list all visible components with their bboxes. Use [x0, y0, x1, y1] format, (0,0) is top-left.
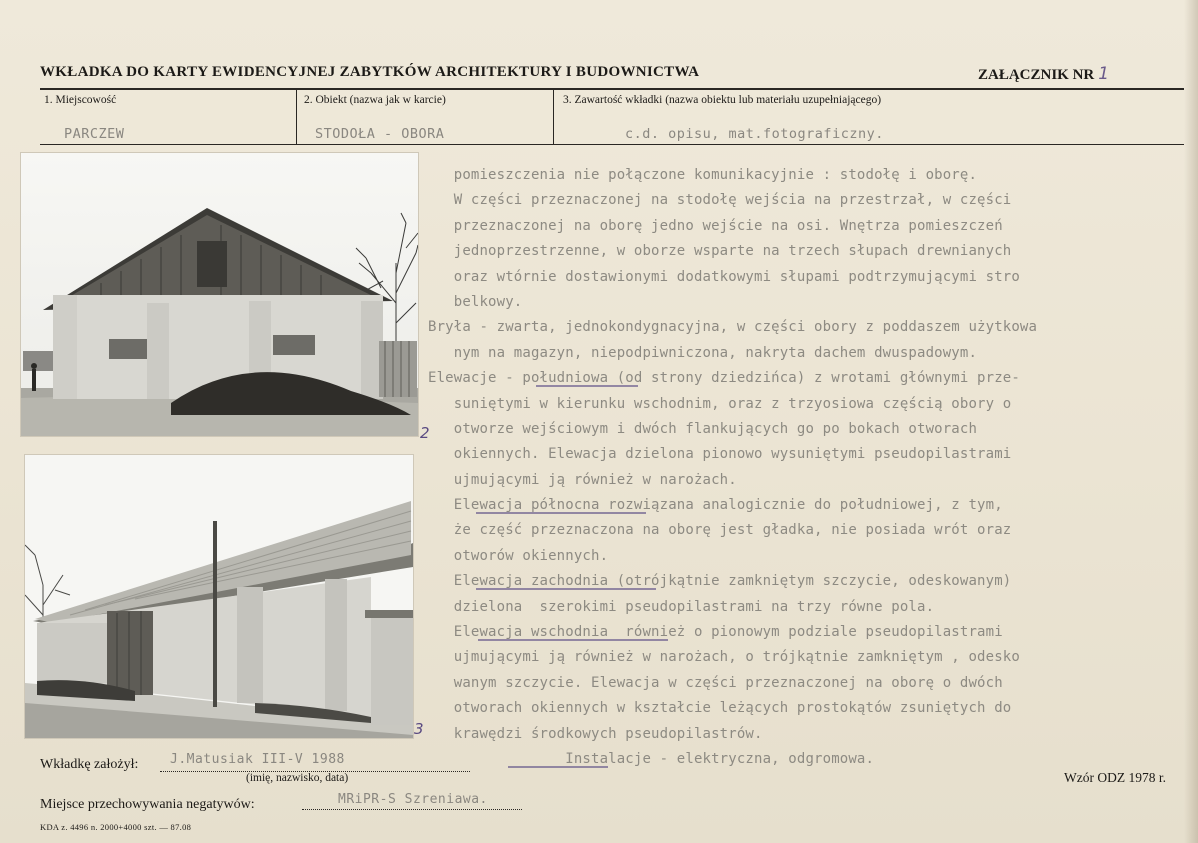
- form-note: Wzór ODZ 1978 r.: [1064, 770, 1166, 785]
- print-info: KDA z. 4496 n. 2000+4000 szt. — 87.08: [40, 822, 192, 832]
- card-title: WKŁADKA DO KARTY EWIDENCYJNEJ ZABYTKÓW ARCHITEKTURY I BUDOWNICTWA: [40, 64, 700, 80]
- founder-label: Wkładkę założył:: [40, 757, 139, 772]
- field-label-content: 3. Zawartość wkładki (nazwa obiektu lub materiału uzupełniającego): [563, 94, 882, 106]
- text-line: otworze wejściowym i dwóch flankujących go po bokach otworach: [428, 420, 978, 437]
- text-line: Bryła - zwarta, jednokondygnacyjna, w części obory z poddaszem użytkowa: [428, 319, 1038, 336]
- text-line: wanym szczycie. Elewacja w części przeznaczonej na oborę o dwóch: [428, 674, 1003, 691]
- text-line: oraz wtórnie dostawionymi dodatkowymi słupami podtrzymującymi stro: [428, 268, 1020, 285]
- text-line: przeznaczonej na oborę jedno wejście na osi. Wnętrza pomieszczeń: [428, 217, 1003, 234]
- text-line: okiennych. Elewacja dzielona pionowo wysuniętymi pseudopilastrami: [428, 446, 1012, 463]
- field-value-object: STODOŁA - OBORA: [315, 126, 445, 142]
- text-line: Elewacja północna rozwiązana analogicznie do południowej, z tym,: [428, 497, 1003, 514]
- text-line: jednoprzestrzenne, w oborze wsparte na trzech słupach drewnianych: [428, 243, 1012, 260]
- photo-number-2: 2: [420, 424, 430, 442]
- text-line: otworach okiennych w kształcie leżących prostokątów zsuniętych do: [428, 700, 1012, 717]
- photo-number-3: 3: [414, 720, 424, 738]
- text-line: Elewacja wschodnia również o pionowym podziale pseudopilastrami: [428, 624, 1003, 641]
- founder-value: J.Matusiak III-V 1988: [170, 752, 345, 767]
- text-line: belkowy.: [428, 293, 523, 310]
- text-line: krawędzi środkowych pseudopilastrów.: [428, 725, 763, 742]
- attachment-label: ZAŁĄCZNIK NR: [978, 67, 1095, 83]
- storage-value: MRiPR-S Szreniawa.: [338, 792, 488, 807]
- field-label-object: 2. Obiekt (nazwa jak w karcie): [304, 94, 446, 106]
- text-line: W części przeznaczonej na stodołę wejścia na przestrzał, w części: [428, 192, 1012, 209]
- text-line: nym na magazyn, niepodpiwniczona, nakryta dachem dwuspadowym.: [428, 344, 978, 361]
- text-line: pomieszczenia nie połączone komunikacyjnie : stodołę i oborę.: [428, 167, 978, 183]
- text-line: ujmującymi ją również w narożach, o trójkątnie zamkniętym , odesko: [428, 649, 1020, 666]
- text-line: dzielona szerokimi pseudopilastrami na trzy równe pola.: [428, 598, 935, 615]
- field-label-locality: 1. Miejscowość: [44, 94, 117, 106]
- founder-hint: (imię, nazwisko, data): [246, 772, 349, 784]
- text-line: Elewacja zachodnia (otrójkątnie zamkniętym szczycie, odeskowanym): [428, 573, 1012, 590]
- text-line: Elewacje - południowa (od strony dziedzińca) z wrotami głównymi prze-: [428, 370, 1020, 387]
- text-line: że część przeznaczona na oborę jest gładka, nie posiada wrót oraz: [428, 522, 1012, 539]
- text-line: Instalacje - elektryczna, odgromowa.: [428, 750, 875, 767]
- text-line: otworów okiennych.: [428, 547, 609, 564]
- attachment-number-handwritten: 1: [1098, 64, 1110, 84]
- text-line: ujmującymi ją również w narożach.: [428, 471, 737, 488]
- text-line: suniętymi w kierunku wschodnim, oraz z trzyosiowa częścią obory o: [428, 395, 1012, 412]
- field-value-content: c.d. opisu, mat.fotograficzny.: [625, 126, 884, 142]
- storage-label: Miejsce przechowywania negatywów:: [40, 797, 255, 812]
- field-value-locality: PARCZEW: [64, 126, 125, 142]
